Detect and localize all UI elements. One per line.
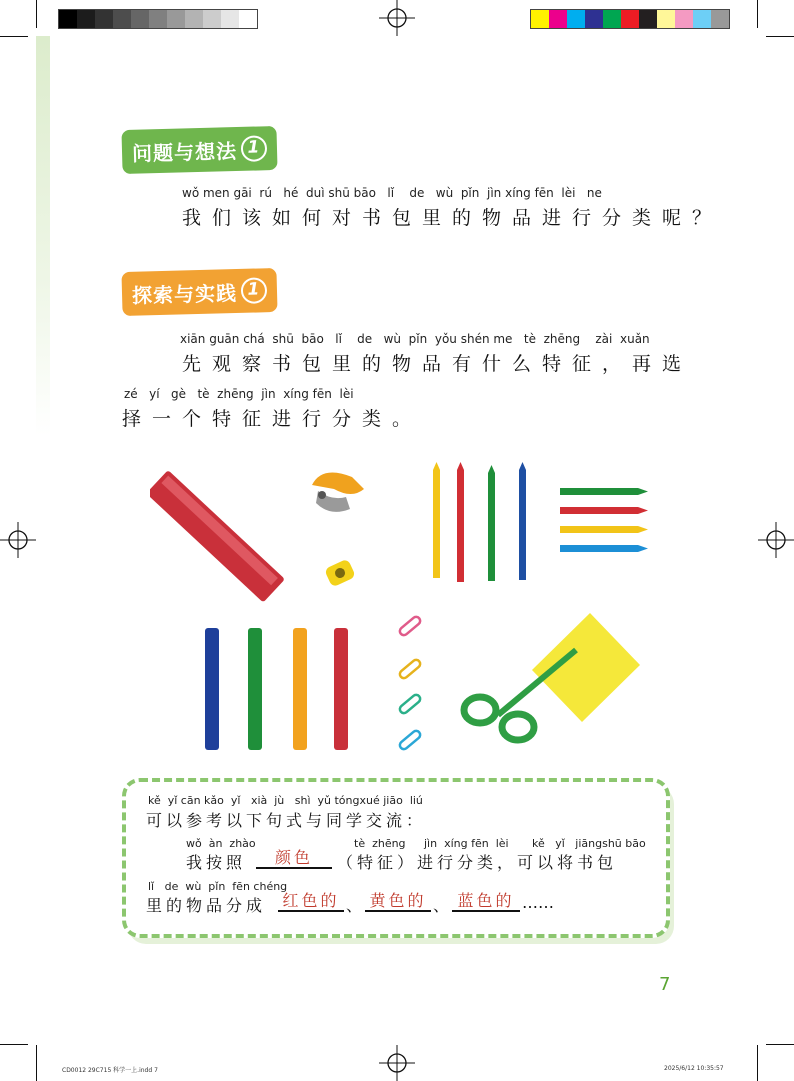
crop-mark-tl-v (36, 0, 37, 28)
instruction-pinyin-line2: zé yí gè tè zhēng jìn xíng fēn lèi (124, 387, 354, 401)
badge-question-and-idea (121, 126, 277, 174)
line1-text-a: 我按照 (186, 853, 247, 872)
answer-3: 蓝色的 (457, 891, 515, 910)
line1-text-b: （特征）进行分类，可以将书包 (337, 853, 618, 872)
intro-text: 可以参考以下句式与同学交流： (146, 811, 427, 830)
separator-2: 、 (433, 896, 454, 915)
answer-feature-blank (256, 845, 332, 869)
crop-mark-bl-v (36, 1045, 37, 1081)
line2-pinyin: lǐ de wù pǐn fēn chéng (148, 880, 288, 893)
question-text: 我们该如何对书包里的物品进行分类呢？ (182, 207, 723, 229)
paper-clips-item (398, 615, 422, 751)
line2-text: 里的物品分成 (146, 896, 267, 915)
crop-mark-tl-h (0, 36, 28, 37)
intro-pinyin: kě yǐ cān kǎo yǐ xià jù shì yǔ tóngxué jiāo liú (148, 794, 423, 807)
markers-item (205, 628, 348, 750)
registration-mark-top (379, 0, 415, 36)
badge-label: 问题与想法 (131, 138, 238, 166)
colored-pens-item (433, 462, 526, 582)
footer-right: 2025/6/12 10:35:57 (664, 1065, 724, 1072)
pencil-sharpener-item (324, 558, 356, 587)
answer-2-blank (365, 888, 431, 912)
crayons-item (560, 488, 648, 552)
crop-mark-br-h (766, 1044, 794, 1045)
badge-number: 1 (241, 135, 268, 162)
page-number: 7 (659, 974, 671, 995)
badge-explore-and-practice (121, 268, 277, 316)
line1-pinyin-b: tè zhēng (354, 837, 406, 850)
stapler-item (312, 473, 364, 512)
crop-mark-bl-h (0, 1044, 28, 1045)
grayscale-bar (58, 9, 258, 29)
page-edge-strip (36, 36, 50, 436)
crop-mark-tr-v (757, 0, 758, 28)
registration-mark-left (0, 522, 36, 558)
line1-pinyin-a: wǒ àn zhào (186, 837, 256, 850)
answer-3-blank (452, 888, 520, 912)
ruler-item (150, 470, 285, 603)
answer-1: 红色的 (282, 891, 340, 910)
separator-1: 、 (346, 896, 367, 915)
question-pinyin: wǒ men gāi rú hé duì shū bāo lǐ de wù pǐn jìn xíng fēn lèi ne (182, 186, 602, 200)
color-bar (530, 9, 730, 29)
answer-1-blank (278, 888, 344, 912)
answer-feature: 颜色 (274, 848, 313, 867)
badge-label: 探索与实践 (131, 280, 238, 308)
crop-mark-br-v (757, 1045, 758, 1081)
badge-number: 1 (241, 277, 268, 304)
instruction-text-line2: 择一个特征进行分类。 (122, 408, 423, 430)
registration-mark-bottom (379, 1045, 415, 1081)
ellipsis: …… (522, 893, 554, 912)
crop-mark-tr-h (766, 36, 794, 37)
line1-pinyin-d: kě yǐ jiāngshū bāo (532, 837, 646, 850)
instruction-pinyin-line1: xiān guān chá shū bāo lǐ de wù pǐn yǒu shén me tè zhēng zài xuǎn (180, 332, 650, 346)
instruction-text-line1: 先观察书包里的物品有什么特征，再选 (182, 353, 693, 375)
answer-2: 黄色的 (369, 891, 427, 910)
footer-left: CD0012 29C715 科学一上.indd 7 (62, 1067, 158, 1074)
stationery-illustration (150, 455, 670, 765)
sticky-note-item (532, 613, 640, 722)
line1-pinyin-c: jìn xíng fēn lèi (424, 837, 509, 850)
registration-mark-right (758, 522, 794, 558)
